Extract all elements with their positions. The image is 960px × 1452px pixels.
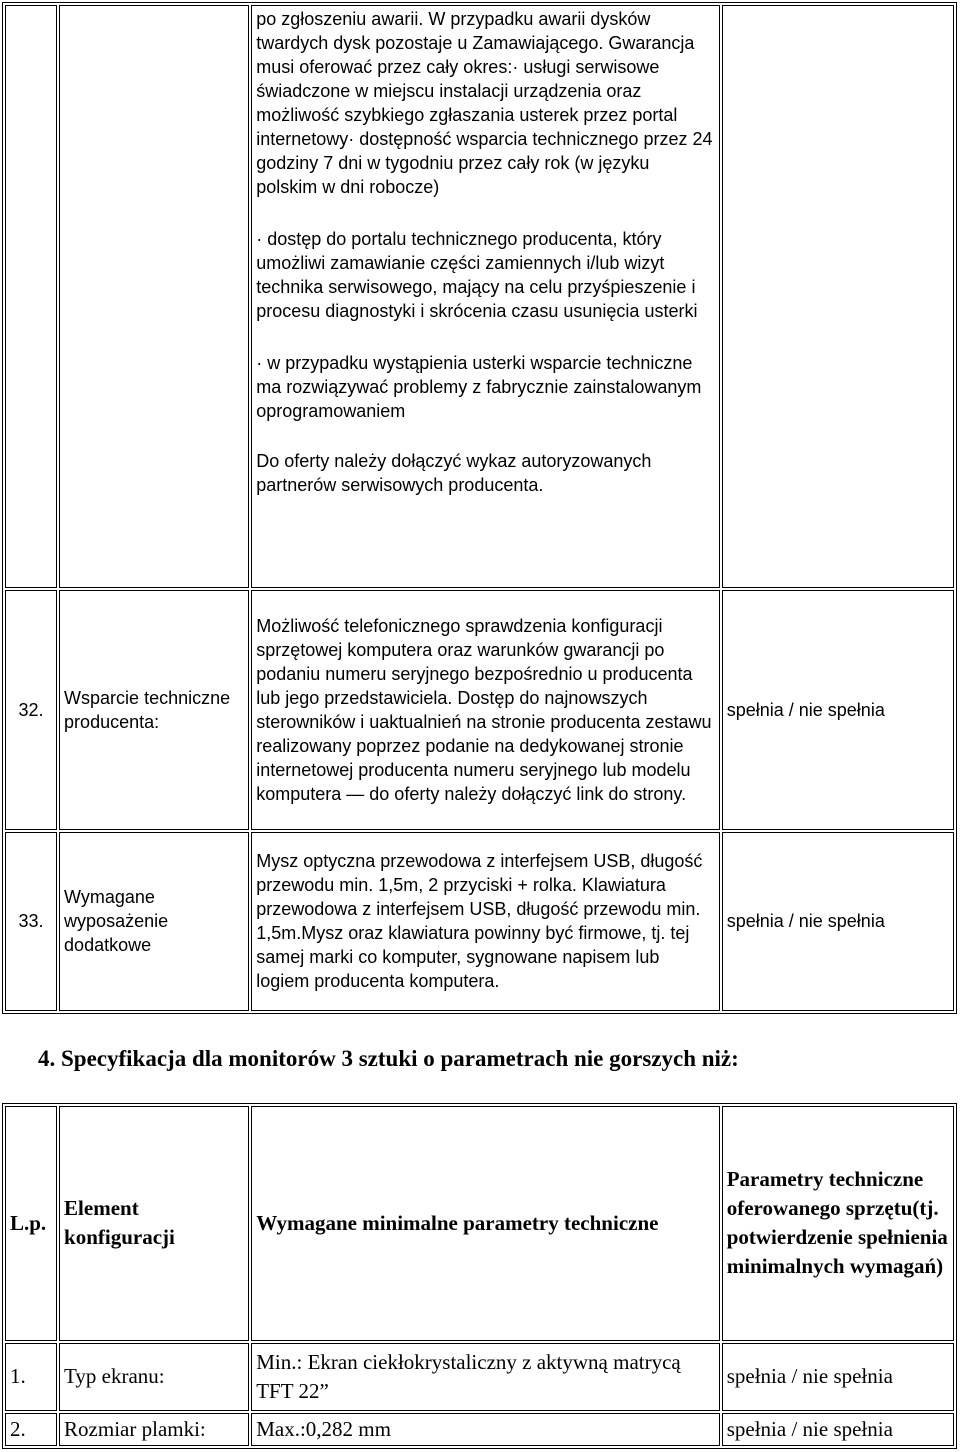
- section-heading: 4. Specyfikacja dla monitorów 3 sztuki o parametrach nie gorszych niż:: [38, 1046, 739, 1071]
- portal-access-text: · dostęp do portalu technicznego producenta, który umożliwi zamawianie części zamiennych i/lub wizyt technika serwisowego, mający na celu przyśpieszenie i procesu diagnostyki i skrócenia czasu usunięcia usterki: [256, 229, 698, 321]
- header-offer: Parametry techniczne oferowanego sprzętu(tj. potwierdzenie spełnienia minimalnych wymagań): [722, 1106, 954, 1341]
- table-row: [5, 1413, 954, 1446]
- lp-cell: [5, 5, 57, 588]
- requirements-cell: Możliwość telefonicznego sprawdzenia konfiguracji sprzętowej komputera oraz warunków gwarancji po podaniu numeru seryjnego bezpośrednio u producenta lub jego przedstawiciela. Dostęp do najnowszych sterowników i uaktualnień na stronie producenta zestawu realizowany poprzez podanie na dedykowanej stronie internetowej producenta numeru seryjnego lub modelu komputera — do oferty należy dołączyć link do strony.: [251, 590, 719, 829]
- lp-cell: 2.: [5, 1413, 57, 1446]
- monitor-spec-table: [2, 1103, 957, 1449]
- table-row: [5, 590, 954, 829]
- offer-cell: spełnia / nie spełnia: [722, 1413, 954, 1446]
- header-lp: L.p.: [5, 1106, 57, 1341]
- computer-spec-table: [2, 2, 957, 1014]
- element-cell: Wsparcie techniczne producenta:: [59, 590, 249, 829]
- lp-cell: 32.: [5, 590, 57, 829]
- header-element: Element konfiguracji: [59, 1106, 249, 1341]
- requirements-cell: Mysz optyczna przewodowa z interfejsem USB, długość przewodu min. 1,5m, 2 przyciski + rolka. Klawiatura przewodowa z interfejsem USB, długość przewodu min. 1,5m.Mysz oraz klawiatura powinny być firmowe, tj. tej samej marki co komputer, sygnowane napisem lub logiem producenta komputera.: [251, 832, 719, 1011]
- table-row: [5, 832, 954, 1011]
- requirements-cell: Min.: Ekran ciekłokrystaliczny z aktywną matrycą TFT 22”: [251, 1343, 719, 1411]
- header-requirements: Wymagane minimalne parametry techniczne: [251, 1106, 719, 1341]
- service-partners-text: Do oferty należy dołączyć wykaz autoryzowanych partnerów serwisowych producenta.: [256, 451, 652, 495]
- requirements-cell: [251, 5, 719, 588]
- element-cell: Rozmiar plamki:: [59, 1413, 249, 1446]
- lp-cell: 33.: [5, 832, 57, 1011]
- warranty-text: po zgłoszeniu awarii. W przypadku awarii dysków twardych dysk pozostaje u Zamawiającego. Gwarancja musi oferować przez cały okres:· usługi serwisowe świadczone w miejscu instalacji urządzenia oraz możliwość szybkiego zgłaszania usterek przez portal internetowy· dostępność wsparcia technicznego przez 24 godziny 7 dni w tygodniu przez cały rok (w języku polskim w dni robocze): [256, 9, 713, 197]
- requirements-cell: Max.:0,282 mm: [251, 1413, 719, 1446]
- table-row: [5, 1343, 954, 1411]
- lp-cell: 1.: [5, 1343, 57, 1411]
- offer-cell: [722, 5, 954, 588]
- element-cell: Wymagane wyposażenie dodatkowe: [59, 832, 249, 1011]
- offer-cell: spełnia / nie spełnia: [722, 1343, 954, 1411]
- offer-cell: spełnia / nie spełnia: [722, 590, 954, 829]
- element-cell: Typ ekranu:: [59, 1343, 249, 1411]
- element-cell: [59, 5, 249, 588]
- table-header-row: [5, 1106, 954, 1341]
- table-row: [5, 5, 954, 588]
- software-support-text: · w przypadku wystąpienia usterki wsparcie techniczne ma rozwiązywać problemy z fabrycznie zainstalowanym oprogramowaniem: [256, 353, 702, 421]
- offer-cell: spełnia / nie spełnia: [722, 832, 954, 1011]
